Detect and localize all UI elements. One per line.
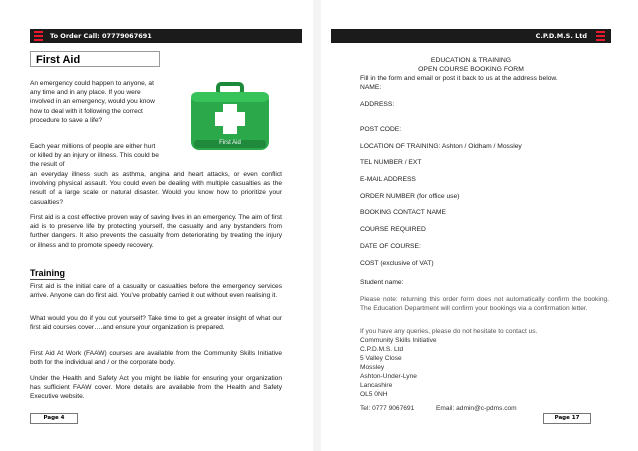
training-paragraph-1: First aid is the initial care of a casualty or casualties before the emergency services arrive. Anyone can do first aid. You've probably carried it out without even realising it. xyxy=(30,283,282,300)
address-line: Mossley xyxy=(360,364,385,371)
field-email: E-MAIL ADDRESS xyxy=(360,176,416,183)
contact-line xyxy=(360,405,517,412)
field-student-name: Student name: xyxy=(360,279,404,286)
form-note: Please note: returning this order form does not automatically confirm the booking. The Education Department will confirm your bookings via a confirmation letter. xyxy=(360,296,609,312)
page-number: Page 4 xyxy=(30,413,78,424)
paragraph-2-top: Each year millions of people are either hurt or killed by an injury or illness. This could be the result of xyxy=(30,143,159,169)
paragraph-3: First aid is a cost effective proven way of saving lives in an emergency. The aim of first aid is to preserve life by protecting yourself, the casualty and any bystanders from further dangers. It also prevents the casualty from deteriorating by treating the injury or illness and to promote speedy recovery. xyxy=(30,214,282,249)
order-phone-text[interactable]: To Order Call: 07779067691 xyxy=(50,32,152,40)
form-instructions: Fill in the form and email or post it back to us at the address below. xyxy=(360,75,558,82)
field-booking-contact: BOOKING CONTACT NAME xyxy=(360,209,446,216)
page-gutter xyxy=(313,0,321,451)
page-title: First Aid xyxy=(30,51,160,67)
first-aid-kit-icon xyxy=(188,80,272,153)
intro-paragraph: An emergency could happen to anyone, at any time and in any place. If you were involved in an emergency, would you know how to deal with it following the correct procedure to save a life? xyxy=(30,80,155,124)
field-location: LOCATION OF TRAINING: Ashton / Oldham / Mossley xyxy=(360,143,522,150)
address-line: OL5 0NH xyxy=(360,391,388,398)
field-tel: TEL NUMBER / EXT xyxy=(360,159,422,166)
left-page xyxy=(0,0,313,451)
field-order-number: ORDER NUMBER (for office use) xyxy=(360,193,460,200)
training-paragraph-2: What would you do if you cut yourself? Take time to get a greater insight of what our first aid courses cover….and ensure your organization is prepared. xyxy=(30,315,282,332)
field-cost: COST (exclusive of VAT) xyxy=(360,260,434,267)
address-line: C.P.D.M.S. Ltd xyxy=(360,346,404,353)
address-line: 5 Valley Close xyxy=(360,355,402,362)
form-title-2: OPEN COURSE BOOKING FORM xyxy=(418,66,524,73)
queries-text: If you have any queries, please do not hesitate to contact us. xyxy=(360,328,538,335)
telephone-text: Tel: 0777 9067691 xyxy=(360,405,415,412)
field-course: COURSE REQUIRED xyxy=(360,226,426,233)
menu-icon[interactable] xyxy=(596,31,605,41)
address-line: Community Skills Initiative xyxy=(360,337,437,344)
right-page xyxy=(321,0,638,451)
field-post-code: POST CODE: xyxy=(360,126,402,133)
field-name: NAME: xyxy=(360,84,382,91)
email-link[interactable]: Email: admin@c-pdms.com xyxy=(435,405,517,412)
kit-label: First Aid xyxy=(219,140,241,146)
address-line: Ashton-Under-Lyne xyxy=(360,373,417,380)
training-heading: Training xyxy=(30,268,66,278)
field-date: DATE OF COURSE: xyxy=(360,243,421,250)
paragraph-2-rest: an everyday illness such as asthma, angina and heart attacks, or even conflict involving physical assault. You could even be dealing with multiple casualties as the result of a large scale or natural disaster. Would you know how to prioritize your casualties? xyxy=(30,171,282,206)
menu-icon[interactable] xyxy=(34,31,43,41)
form-title-1: EDUCATION & TRAINING xyxy=(430,57,512,64)
left-header-bar xyxy=(30,29,302,43)
training-paragraph-3: First Aid At Work (FAAW) courses are available from the Community Skills Initiative both for the individual and / or the corporate body. xyxy=(30,350,282,367)
company-name: C.P.D.M.S. Ltd xyxy=(535,32,587,40)
field-address: ADDRESS: xyxy=(360,101,395,108)
page-number: Page 17 xyxy=(543,413,591,424)
address-line: Lancashire xyxy=(360,382,393,389)
right-header-bar xyxy=(331,29,611,43)
training-paragraph-4: Under the Health and Safety Act you might be liable for ensuring your organization has sufficient FAAW cover. More details are available from the Health and Safety Executive website. xyxy=(30,375,282,401)
